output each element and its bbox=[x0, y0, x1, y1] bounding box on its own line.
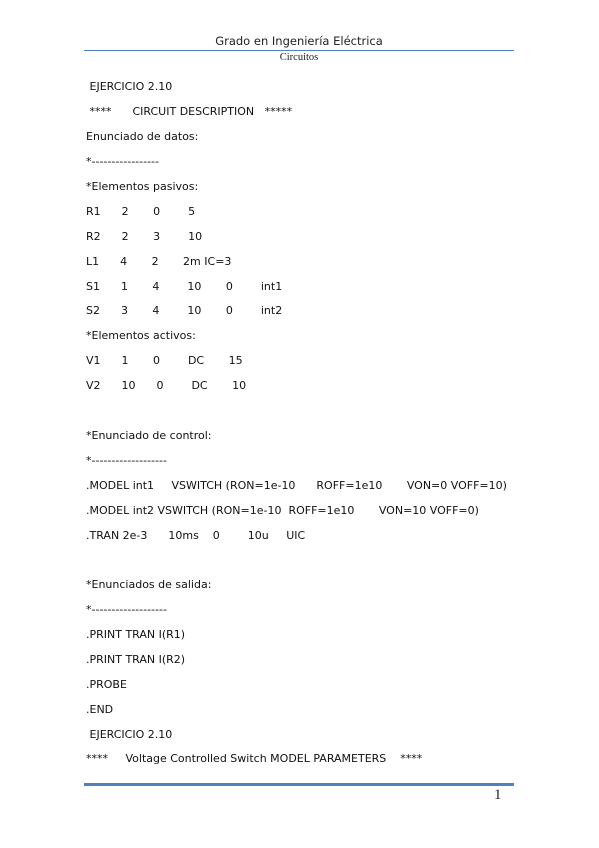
exercise-heading: EJERCICIO 2.10 bbox=[86, 80, 173, 93]
netlist-line-s1: S1 1 4 10 0 int1 bbox=[86, 280, 283, 293]
end-line: .END bbox=[86, 703, 114, 716]
netlist-line-r2: R2 2 3 10 bbox=[86, 230, 203, 243]
comment-separator: *------------------- bbox=[86, 603, 167, 616]
netlist-line-v2: V2 10 0 DC 10 bbox=[86, 379, 247, 392]
netlist-line-s2: S2 3 4 10 0 int2 bbox=[86, 304, 283, 317]
tran-line: .TRAN 2e-3 10ms 0 10u UIC bbox=[86, 529, 306, 542]
netlist-line-l1: L1 4 2 2m IC=3 bbox=[86, 255, 232, 268]
control-section-title: *Enunciado de control: bbox=[86, 429, 212, 442]
netlist-line-v1: V1 1 0 DC 15 bbox=[86, 354, 243, 367]
output-section-title: *Enunciados de salida: bbox=[86, 578, 212, 591]
passive-elements-title: *Elementos pasivos: bbox=[86, 180, 199, 193]
netlist-line-r1: R1 2 0 5 bbox=[86, 205, 196, 218]
print-line-r1: .PRINT TRAN I(R1) bbox=[86, 628, 186, 641]
model-line-int2: .MODEL int2 VSWITCH (RON=1e-10 ROFF=1e10 VON=10 VOFF=0) bbox=[86, 504, 479, 517]
header-rule bbox=[84, 50, 514, 51]
page-number: 1 bbox=[494, 787, 502, 803]
print-line-r2: .PRINT TRAN I(R2) bbox=[86, 653, 186, 666]
exercise-heading-repeat: EJERCICIO 2.10 bbox=[86, 728, 173, 741]
circuit-description-heading: **** CIRCUIT DESCRIPTION ***** bbox=[86, 105, 293, 118]
probe-line: .PROBE bbox=[86, 678, 127, 691]
comment-separator: *------------------- bbox=[86, 454, 167, 467]
model-parameters-heading: **** Voltage Controlled Switch MODEL PARAMETERS **** bbox=[86, 752, 423, 765]
footer-rule bbox=[84, 783, 514, 786]
comment-separator: *----------------- bbox=[86, 155, 159, 168]
header-subtitle: Circuitos bbox=[279, 52, 319, 63]
model-line-int1: .MODEL int1 VSWITCH (RON=1e-10 ROFF=1e10 VON=0 VOFF=10) bbox=[86, 479, 507, 492]
header-title: Grado en Ingeniería Eléctrica bbox=[215, 34, 383, 48]
active-elements-title: *Elementos activos: bbox=[86, 329, 196, 342]
data-section-title: Enunciado de datos: bbox=[86, 130, 199, 143]
